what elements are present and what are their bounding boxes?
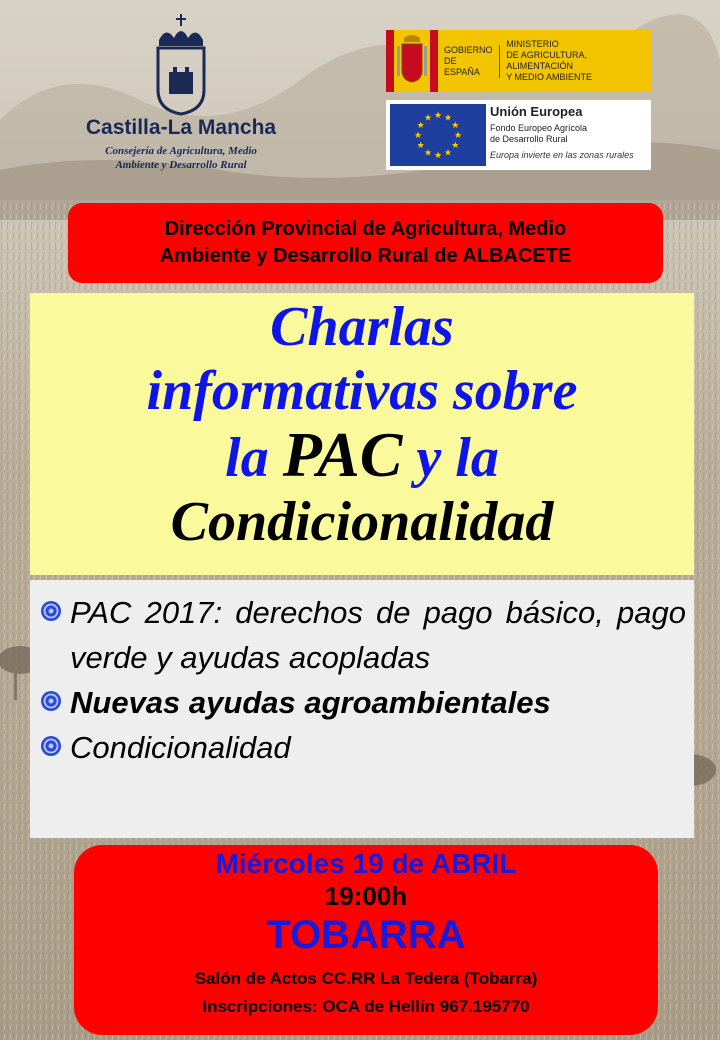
title-line2: informativas sobre (146, 360, 578, 422)
european-union-logo (386, 100, 651, 170)
topic-text: Nuevas ayudas agroambientales (70, 685, 551, 720)
castilla-la-mancha-logo (66, 12, 296, 182)
event-time: 19:00h (324, 881, 408, 911)
event-town: TOBARRA (266, 913, 466, 957)
region-department (66, 144, 296, 172)
eu-fund (490, 123, 634, 145)
ministry-line3: Y MEDIO AMBIENTE (506, 72, 593, 82)
government-line1: GOBIERNO (444, 44, 493, 55)
title-line3 (30, 419, 694, 490)
eu-star-icon: ★ (416, 120, 425, 130)
region-department-line2: Ambiente y Desarrollo Rural (115, 159, 247, 171)
eu-star-icon: ★ (433, 110, 443, 120)
eu-star-icon: ★ (443, 147, 453, 158)
event-date: Miércoles 19 de ABRIL (215, 848, 517, 879)
eu-star-icon: ★ (451, 120, 460, 130)
directorate-line1: Dirección Provincial de Agricultura, Medio (164, 218, 567, 240)
region-department-line1: Consejería de Agricultura, Medio (105, 145, 257, 157)
spiral-bullet-icon (40, 600, 62, 622)
ministry-line1: MINISTERIO (506, 39, 559, 49)
ministry-label (500, 39, 651, 83)
spiral-bullet-icon (40, 690, 62, 712)
event-info (74, 845, 658, 1035)
spiral-bullet-icon (40, 735, 62, 757)
topic-text: Condicionalidad (70, 730, 291, 765)
directorate-line2: Ambiente y Desarrollo Rural de ALBACETE (159, 245, 572, 267)
event-registration: Inscripciones: OCA de Hellín 967.195770 (202, 997, 530, 1016)
eu-title: Unión Europea (490, 104, 583, 119)
event-venue: Salón de Actos CC.RR La Tedera (Tobarra) (194, 969, 538, 988)
topics-list (30, 580, 694, 838)
title-line3-a: la (225, 427, 283, 489)
government-label (438, 45, 500, 78)
title-line4: Condicionalidad (170, 491, 554, 553)
list-item (70, 680, 686, 725)
eu-star-icon: ★ (423, 112, 433, 123)
list-item (70, 590, 686, 680)
region-crest-icon (66, 12, 296, 116)
government-line2: DE ESPAÑA (444, 55, 480, 77)
eu-star-icon: ★ (433, 150, 443, 160)
eu-slogan: Europa invierte en las zonas rurales (490, 150, 634, 160)
title-pac: PAC (282, 419, 403, 490)
eu-star-icon: ★ (423, 147, 433, 158)
eu-flag-icon (390, 104, 486, 166)
spain-government-logo (386, 30, 651, 92)
list-item (70, 725, 686, 770)
main-title (30, 293, 694, 575)
eu-star-icon: ★ (451, 140, 460, 150)
directorate-banner (68, 203, 663, 283)
topic-text: PAC 2017: derechos de pago básico, pago verde y ayudas acopladas (70, 595, 686, 675)
eu-fund-line1: Fondo Europeo Agrícola (490, 123, 588, 133)
eu-star-icon: ★ (413, 130, 423, 140)
spain-coat-of-arms-icon (386, 30, 438, 92)
eu-star-icon: ★ (443, 112, 453, 123)
ministry-line2: DE AGRICULTURA, ALIMENTACIÓN (506, 50, 588, 71)
eu-fund-line2: de Desarrollo Rural (490, 134, 568, 144)
eu-star-icon: ★ (416, 140, 425, 150)
title-line1: Charlas (270, 296, 454, 358)
region-name: Castilla-La Mancha (85, 116, 277, 139)
title-line3-c: y la (402, 427, 499, 489)
eu-star-icon: ★ (453, 130, 463, 140)
